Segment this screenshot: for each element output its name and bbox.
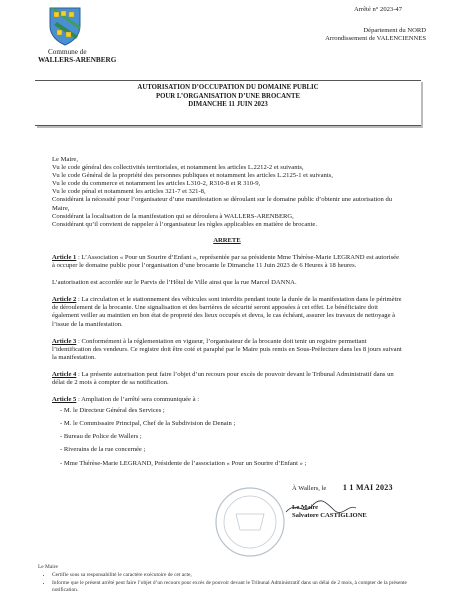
arrete-heading: ARRETE xyxy=(213,236,241,244)
article-label: Article 5 xyxy=(52,396,77,404)
document-title xyxy=(35,80,421,126)
preamble-considerant: Considérant la localisation de la manifestation qui se déroulera à WALLERS-ARENBERG, xyxy=(52,212,294,220)
signature-place-date xyxy=(292,484,432,494)
commune-title: WALLERS-ARENBERG xyxy=(38,56,117,65)
arrondissement-line: Arrondissement de VALENCIENNES xyxy=(325,35,426,43)
article-text: L’autorisation est accordée sur le Parvis de l’Hôtel de Ville ainsi que la rue Marcel DANNA. xyxy=(52,279,297,287)
title-line-2: POUR L’ORGANISATION D’UNE BROCANTE xyxy=(155,92,301,100)
article-2 xyxy=(52,296,402,328)
signature-block xyxy=(292,484,432,521)
article-text: : La circulation et le stationnement des véhicules sont interdits pendant toute la durée de la manifestation dans le périmètre de déroulement de la brocante. Une signalisation et des barrières de sécurité seront apposées à cet effet. Le bénéficiaire doit également veiller au maintien en bon état de propreté des lieux occupés et devra, le cas échéant, assurer les travaux de nettoyage à l’issue de la manifestation. xyxy=(52,296,402,328)
document-body xyxy=(52,156,402,473)
article-label: Article 1 xyxy=(52,253,77,261)
coat-of-arms-logo xyxy=(48,6,82,46)
footer-heading: Le Maire xyxy=(38,564,58,570)
department-block xyxy=(325,27,426,44)
article-1-location xyxy=(52,279,402,287)
signature-place: À Wallers, le xyxy=(292,485,327,492)
list-item: • Certifie sous sa responsabilité le caractère exécutoire de cet acte, xyxy=(52,572,418,579)
article-5 xyxy=(52,396,402,404)
preamble-considerant: Considérant qu’il convient de rappeler à l’organisateur les règles applicables en matière de brocante. xyxy=(52,220,317,228)
commune-label: Commune de xyxy=(48,48,87,56)
list-item: - Bureau de Police de Wallers ; xyxy=(60,433,402,441)
article-label: Article 3 xyxy=(52,337,77,345)
list-item: - Mme Thérèse-Marie LEGRAND, Présidente de l’association « Pour un Sourire d’Enfant » ; xyxy=(60,460,402,468)
preamble-vu: Vu le code du commerce et notamment les articles L310-2, R310-8 et R 310-9, xyxy=(52,180,261,188)
article-text: : Ampliation de l’arrêté sera communiquée à : xyxy=(76,396,200,404)
title-line-1: AUTORISATION D’OCCUPATION DU DOMAINE PUBLIC xyxy=(137,84,319,91)
commune-name xyxy=(38,48,148,65)
article-text: : La présente autorisation peut faire l’objet d’un recours pour excès de pouvoir devant le Tribunal Administratif dans un délai de 2 mois à compter de sa notification. xyxy=(52,370,394,386)
department-line: Département du NORD xyxy=(363,27,426,34)
article-4 xyxy=(52,371,402,387)
preamble-vu: Vu le code pénal et notamment les articles 321-7 et 321-8, xyxy=(52,188,206,196)
list-item: - M. le Commissaire Principal, Chef de la Subdivision de Denain ; xyxy=(60,420,402,428)
handwritten-signature xyxy=(282,498,362,518)
recipient-list xyxy=(52,407,402,467)
mairie-stamp xyxy=(212,484,288,560)
article-label: Article 2 xyxy=(52,296,77,304)
list-item: - M. le Directeur Général des Services ; xyxy=(60,407,402,415)
article-3 xyxy=(52,338,402,362)
preamble-maire: Le Maire, xyxy=(52,156,78,163)
article-1 xyxy=(52,254,402,270)
article-text: : Conformément à la réglementation en vigueur, l’organisateur de la brocante doit tenir un registre permettant l’identification des vendeurs. Ce registre doit être coté et paraphé par le Maire puis remis en Sous-Préfecture dans les 8 jours suivant la manifestation. xyxy=(52,337,402,361)
signature-date: 1 1 MAI 2023 xyxy=(342,483,393,492)
article-label: Article 4 xyxy=(52,370,77,378)
list-item: - Riverains de la rue concernée ; xyxy=(60,446,402,454)
preamble-considerant: Considérant la nécessité pour l’organisateur d’une manifestation se déroulant sur le domaine public d’obtenir une autorisation du Maire, xyxy=(52,196,393,212)
arrete-number: Arrêté n° 2023-47 xyxy=(353,6,402,13)
footer-list xyxy=(38,572,418,594)
signature-role: Le Maire xyxy=(292,503,319,511)
list-item: • Informe que le présent arrêté peut faire l’objet d’un recours pour excès de pouvoir devant le Tribunal Administratif dans un délai de 2 mois, à compter de la présente notification. xyxy=(52,580,418,595)
article-text: : L’Association « Pour un Sourire d’Enfant », représentée par sa présidente Mme Thérèse-Marie LEGRAND est autorisée à occuper le domaine public pour l’organisation d’une brocante le Dimanche 11 Juin 2023 de 6 Heures à 18 heures. xyxy=(52,253,399,270)
footer-notice xyxy=(38,564,418,595)
title-line-3: DIMANCHE 11 JUIN 2023 xyxy=(188,101,268,109)
preamble-vu: Vu le code Général de la propriété des personnes publiques et notamment les articles L.2125-1 et suivants, xyxy=(52,172,333,180)
preamble-vu: Vu le code général des collectivités territoriales, et notamment les articles L.2212-2 et suivants, xyxy=(52,164,304,172)
signature-name: Salvatore CASTIGLIONE xyxy=(292,512,367,520)
